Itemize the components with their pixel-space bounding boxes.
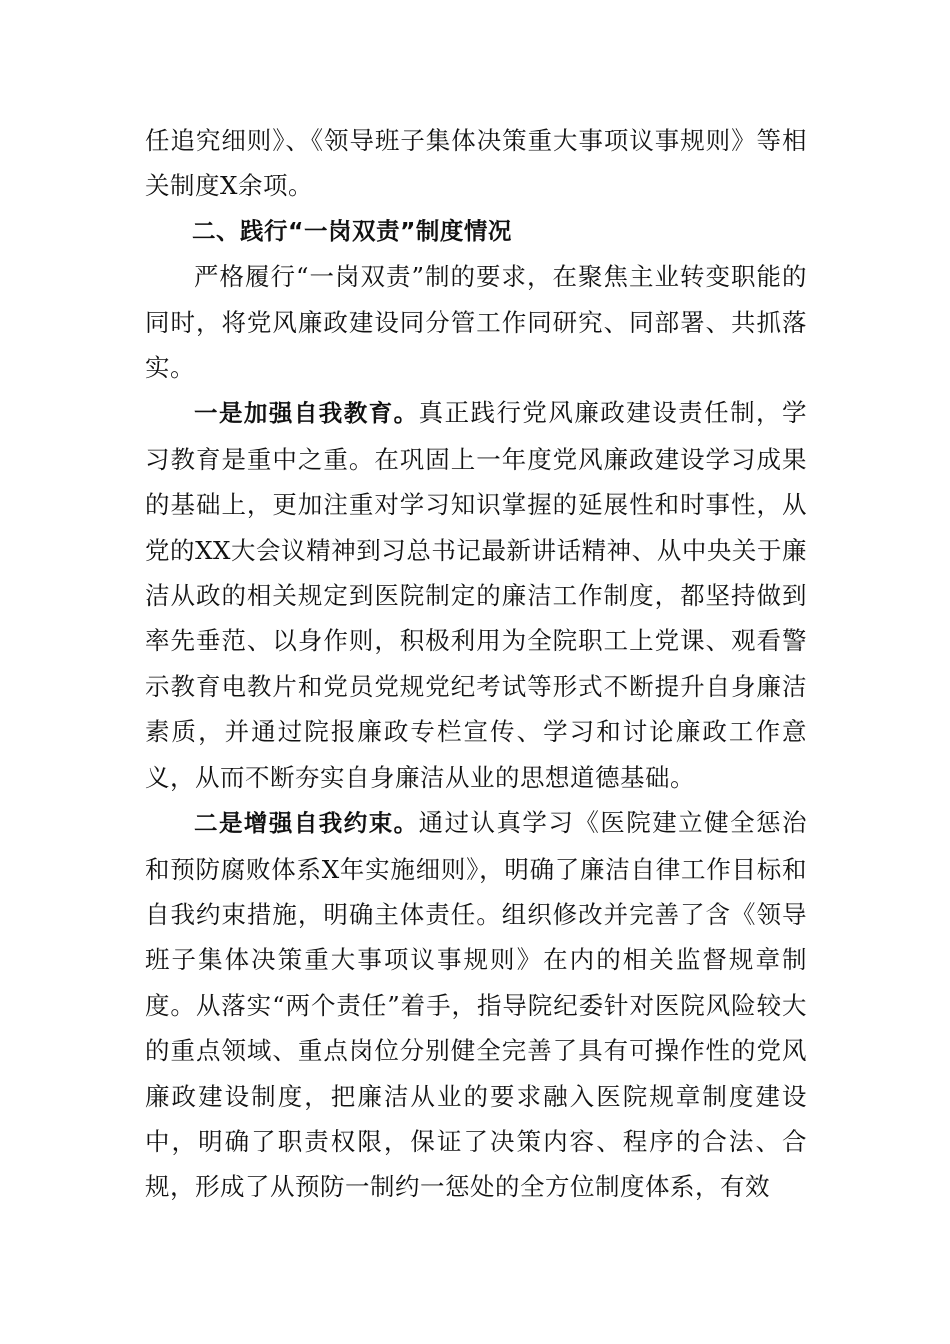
paragraph-item-1: [145, 390, 807, 800]
paragraph-continuation: 任追究细则》、《领导班子集体决策重大事项议事规则》等相关制度X余项。: [145, 126, 807, 201]
item-2-body: 通过认真学习《医院建立健全惩治和预防腐败体系X年实施细则》，明确了廉洁自律工作目标和自我约束措施，明确主体责任。组织修改并完善了含《领导班子集体决策重大事项议事规则》在内的相关监督规章制度。从落实“两个责任”着手，指导院纪委针对医院风险较大的重点领域、重点岗位分别健全完善了具有可操作性的党风廉政建设制度，把廉洁从业的要求融入医院规章制度建设中，明确了职责权限，保证了决策内容、程序的合法、合规，形成了从预防一制约一惩处的全方位制度体系，有效: [145, 808, 807, 1202]
item-1-body: 真正践行党风廉政建设责任制，学习教育是重中之重。在巩固上一年度党风廉政建设学习成果的基础上，更加注重对学习知识掌握的延展性和时事性，从党的XX大会议精神到习总书记最新讲话精神、从中央关于廉洁从政的相关规定到医院制定的廉洁工作制度，都坚持做到率先垂范、以身作则，积极利用为全院职工上党课、观看警示教育电教片和党员党规党纪考试等形式不断提升自身廉洁素质，并通过院报廉政专栏宣传、学习和讨论廉政工作意义，从而不断夯实自身廉洁从业的思想道德基础。: [145, 398, 807, 792]
item-1-lead: 一是加强自我教育。: [194, 399, 419, 428]
section-heading: 二、践行“一岗双责”制度情况: [192, 216, 512, 245]
paragraph-intro: 严格履行“一岗双责”制的要求，在聚焦主业转变职能的同时，将党风廉政建设同分管工作同研究、同部署、共抓落实。: [145, 262, 807, 383]
document-body: [145, 118, 807, 1210]
paragraph-item-2: [145, 800, 807, 1210]
item-2-lead: 二是增强自我约束。: [194, 809, 419, 838]
